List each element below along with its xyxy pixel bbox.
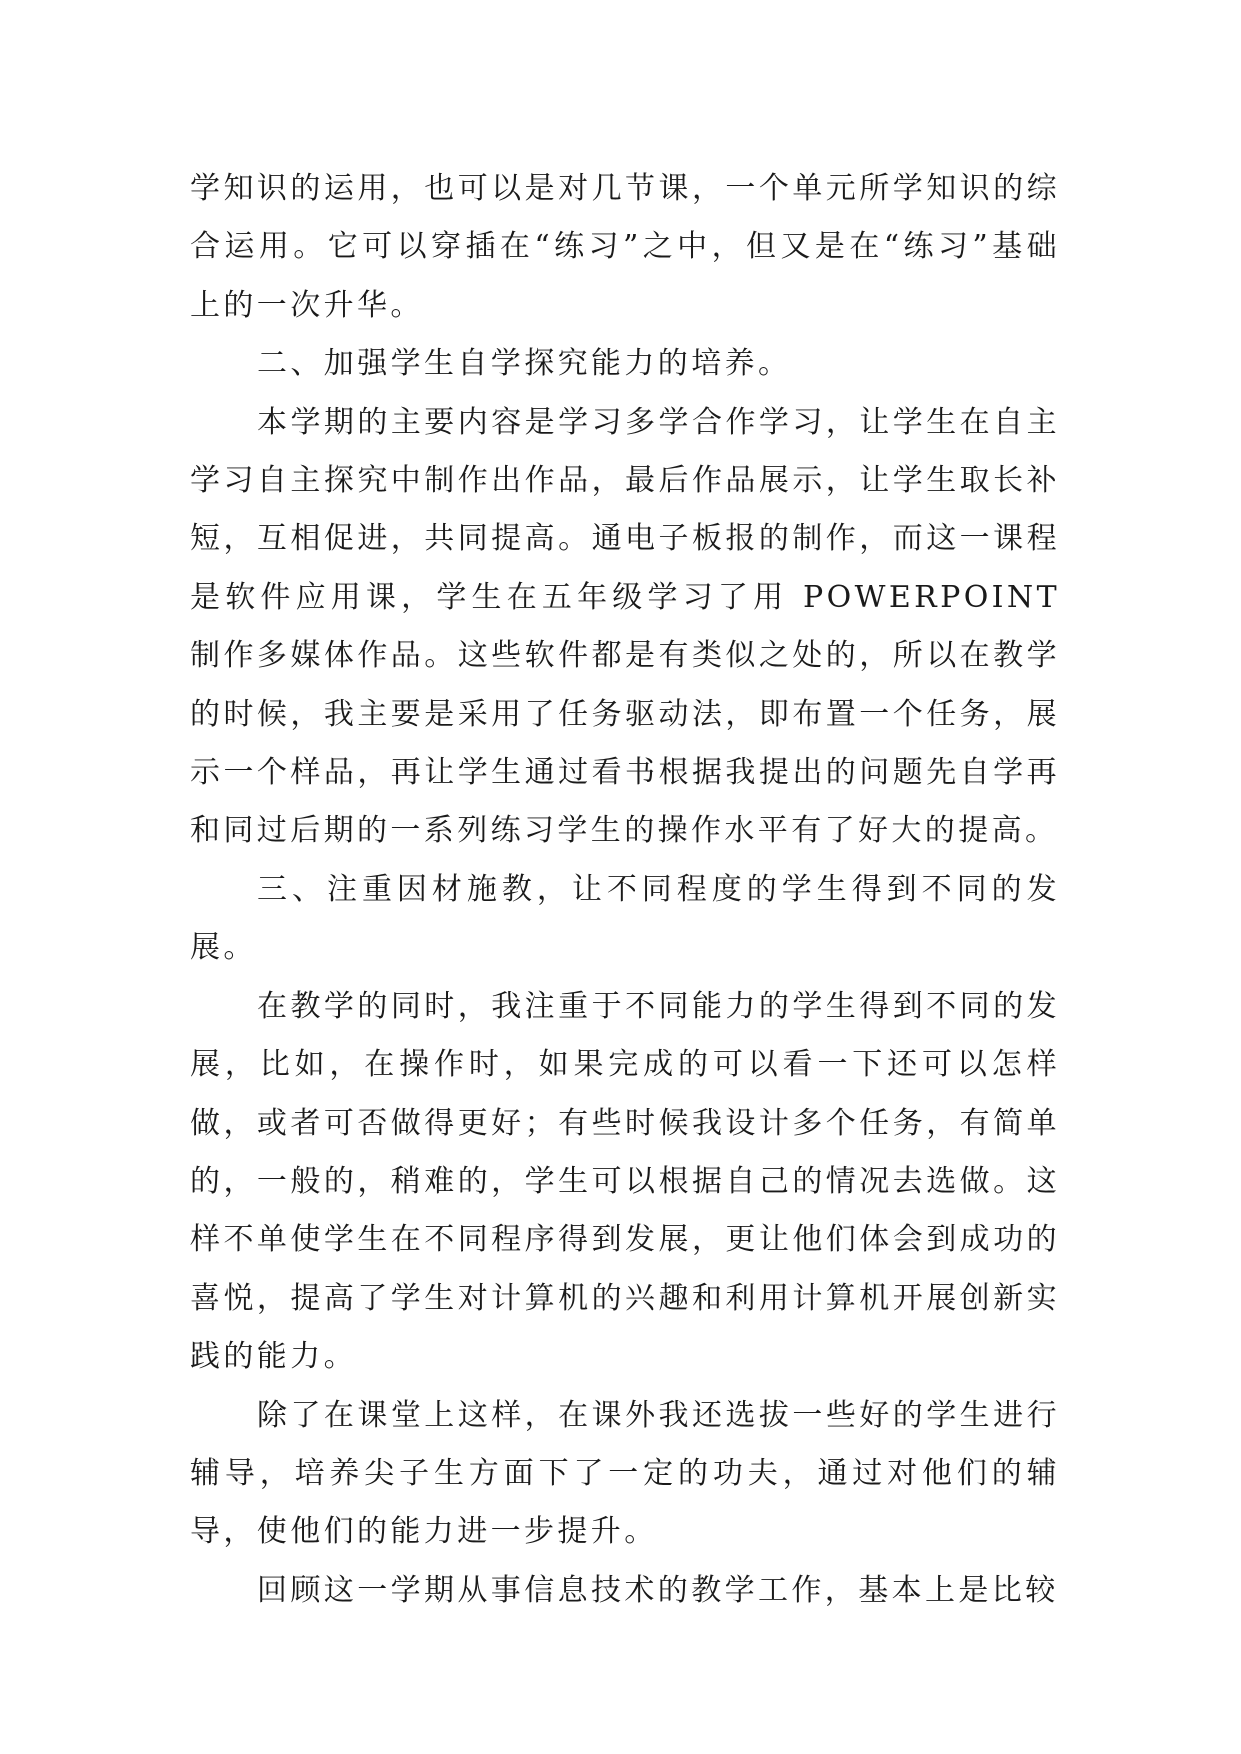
paragraph-5: 在教学的同时，我注重于不同能力的学生得到不同的发展，比如，在操作时，如果完成的可以看一下还可以怎样做，或者可否做得更好；有些时候我设计多个任务，有简单的，一般的，稍难的，学生可以根据自己的情况去选做。这样不单使学生在不同程序得到发展，更让他们体会到成功的喜悦，提高了学生对计算机的兴趣和利用计算机开展创新实践的能力。 [190,988,1060,1375]
paragraph-7: 回顾这一学期从事信息技术的教学工作，基本上是比较 [257,1572,1059,1608]
section-heading-3: 三、注重因材施教，让不同程度的学生得到不同的发展。 [190,871,1060,966]
paragraph-6: 除了在课堂上这样，在课外我还选拔一些好的学生进行辅导，培养尖子生方面下了一定的功夫，通过对他们的辅导，使他们的能力进一步提升。 [190,1397,1060,1550]
paragraph-3: 本学期的主要内容是学习多学合作学习，让学生在自主学习自主探究中制作出作品，最后作品展示，让学生取长补短，互相促进，共同提高。通电子板报的制作，而这一课程是软件应用课，学生在五年级学习了用 POWERPOINT 制作多媒体作品。这些软件都是有类似之处的，所以在教学的时候，我主要是采用了任务驱动法，即布置一个任务，展示一个样品，再让学生通过看书根据我提出的问题先自学再和同过后期的一系列练习学生的操作水平有了好大的提高。 [190,404,1060,849]
section-heading-2: 二、加强学生自学探究能力的培养。 [257,346,792,382]
body-text [190,160,1060,1620]
paragraph-1: 学知识的运用，也可以是对几节课，一个单元所学知识的综合运用。它可以穿插在“练习”之中，但又是在“练习”基础上的一次升华。 [190,171,1060,323]
